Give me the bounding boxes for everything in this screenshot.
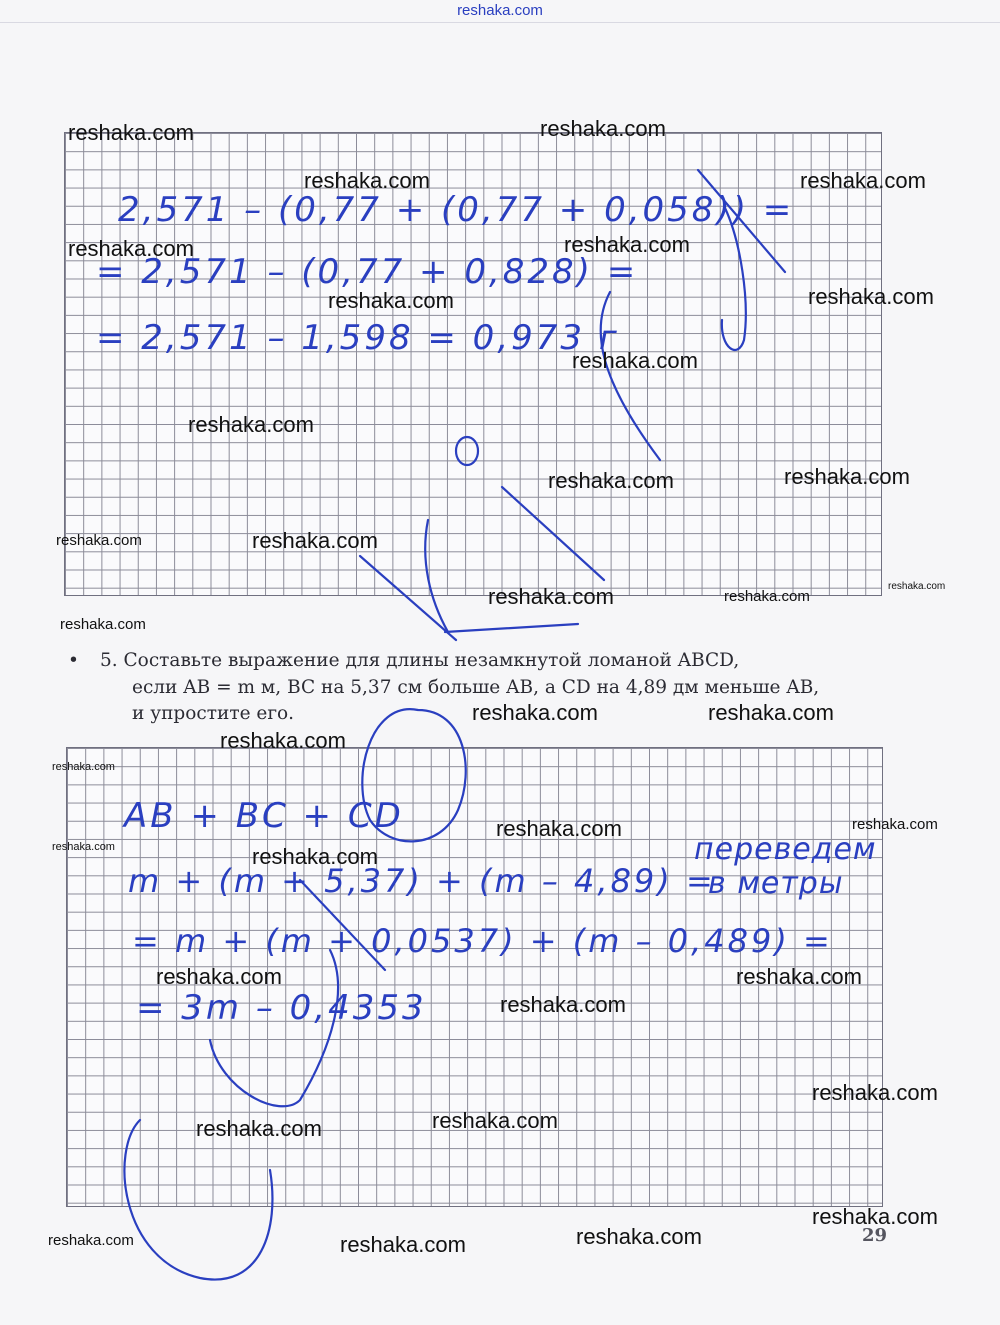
watermark: reshaka.com xyxy=(220,728,346,753)
site-header-watermark: reshaka.com xyxy=(457,2,543,19)
scribble-stroke xyxy=(360,556,456,640)
watermark: reshaka.com xyxy=(488,584,614,609)
watermark: reshaka.com xyxy=(852,816,938,833)
watermark: reshaka.com xyxy=(812,1204,938,1229)
solution2-line2: m + (m + 5,37) + (m – 4,89) = xyxy=(128,862,716,900)
watermark: reshaka.com xyxy=(328,288,454,313)
watermark: reshaka.com xyxy=(500,992,626,1017)
watermark: reshaka.com xyxy=(808,284,934,309)
watermark: reshaka.com xyxy=(68,120,194,145)
scribble-stroke xyxy=(124,1120,272,1280)
watermark: reshaka.com xyxy=(548,468,674,493)
watermark: reshaka.com xyxy=(496,816,622,841)
scribble-stroke xyxy=(362,709,465,841)
watermark: reshaka.com xyxy=(196,1116,322,1141)
watermark: reshaka.com xyxy=(340,1232,466,1257)
watermark: reshaka.com xyxy=(252,528,378,553)
watermark: reshaka.com xyxy=(252,844,378,869)
watermark: reshaka.com xyxy=(812,1080,938,1105)
solution1-line3: = 2,571 – 1,598 = 0,973 г xyxy=(96,318,620,358)
task-line-2: если AB = m м, BC на 5,37 см больше AB, а CD на 4,89 дм меньше AB, xyxy=(132,676,820,698)
watermark: reshaka.com xyxy=(736,964,862,989)
scribble-stroke xyxy=(456,437,478,465)
watermark: reshaka.com xyxy=(888,581,946,592)
watermark: reshaka.com xyxy=(56,532,142,549)
scribble-stroke xyxy=(601,292,660,460)
watermark: reshaka.com xyxy=(540,116,666,141)
solution2-note-line1: переведем xyxy=(694,832,877,867)
task-line-3: и упростите его. xyxy=(132,703,295,724)
solution1-line2: = 2,571 – (0,77 + 0,828) = xyxy=(96,252,639,292)
solution2-line3: = m + (m + 0,0537) + (m – 0,489) = xyxy=(132,922,833,960)
watermark: reshaka.com xyxy=(304,168,430,193)
scribble-stroke xyxy=(445,624,578,632)
watermark: reshaka.com xyxy=(472,700,598,725)
watermark: reshaka.com xyxy=(432,1108,558,1133)
scribble-stroke xyxy=(300,880,385,970)
watermark: reshaka.com xyxy=(48,1232,134,1249)
watermark: reshaka.com xyxy=(60,616,146,633)
scribble-stroke xyxy=(502,487,604,580)
task-bullet: • xyxy=(68,650,79,671)
watermark: reshaka.com xyxy=(52,761,115,773)
task-line-1: 5. Составьте выражение для длины незамкнутой ломаной ABCD, xyxy=(100,650,740,671)
watermark: reshaka.com xyxy=(188,412,314,437)
watermark: reshaka.com xyxy=(576,1224,702,1249)
watermark: reshaka.com xyxy=(724,588,810,605)
watermark: reshaka.com xyxy=(708,700,834,725)
solution1-line1: 2,571 – (0,77 + (0,77 + 0,058)) = xyxy=(118,190,795,230)
watermark: reshaka.com xyxy=(564,232,690,257)
scribble-stroke xyxy=(698,170,785,272)
solution2-note-line2: в метры xyxy=(708,866,844,901)
solution2-line4: = 3m – 0,4353 xyxy=(136,988,427,1028)
watermark: reshaka.com xyxy=(572,348,698,373)
solution2-line1: AB + BC + CD xyxy=(124,796,404,836)
scribble-stroke xyxy=(722,208,746,350)
watermark: reshaka.com xyxy=(784,464,910,489)
watermark: reshaka.com xyxy=(800,168,926,193)
watermark: reshaka.com xyxy=(156,964,282,989)
page-number: 29 xyxy=(862,1225,888,1246)
watermark: reshaka.com xyxy=(68,236,194,261)
watermark: reshaka.com xyxy=(52,841,115,853)
